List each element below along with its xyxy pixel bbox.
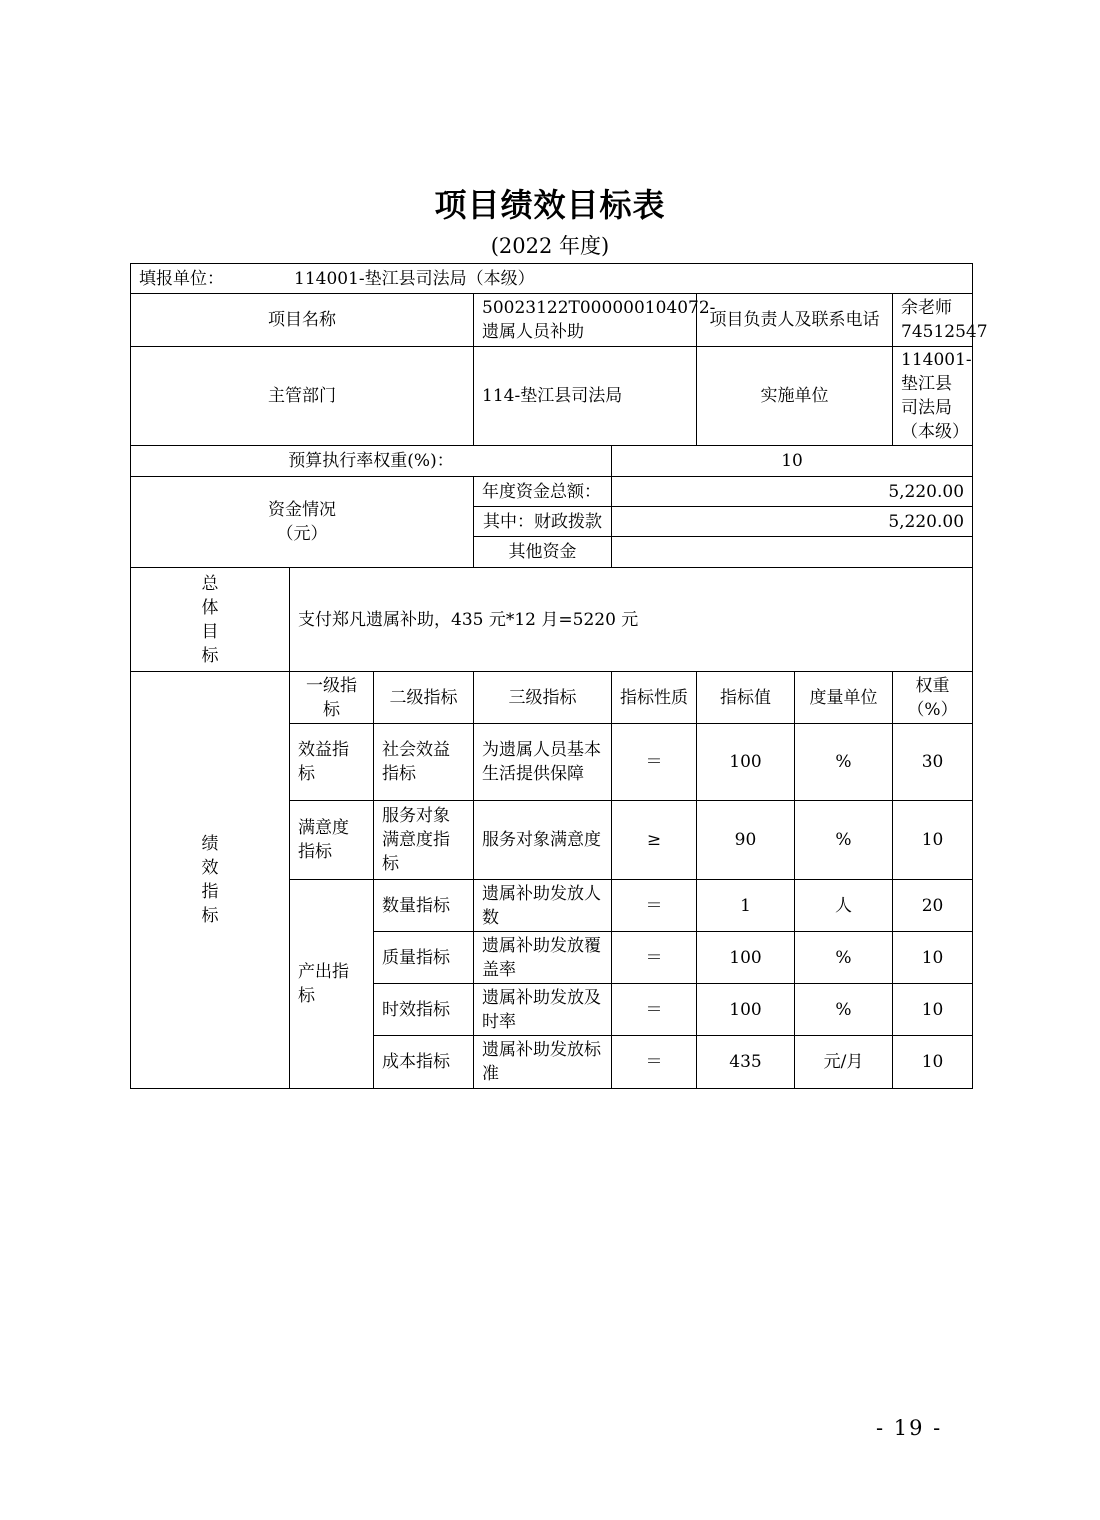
project-name-row [131, 294, 973, 347]
unit-cell: % [795, 984, 893, 1036]
unit-cell: % [795, 724, 893, 801]
annual-funds-value: 5,220.00 [612, 477, 973, 507]
contact-label: 项目负责人及联系电话 [697, 294, 893, 347]
weight-cell: 20 [893, 880, 973, 932]
weight-cell: 10 [893, 1036, 973, 1089]
header-nature: 指标性质 [612, 672, 697, 724]
implementing-unit-label: 实施单位 [697, 347, 893, 446]
nature-cell: ≥ [612, 801, 697, 880]
indicators-label [131, 672, 290, 1089]
annual-funds-label: 年度资金总额： [474, 477, 612, 507]
department-value: 114-垫江县司法局 [474, 347, 697, 446]
indicators-char: 指 [201, 882, 219, 902]
header-level2: 二级指标 [374, 672, 474, 724]
value-cell: 90 [697, 801, 795, 880]
unit-cell [131, 264, 973, 294]
nature-cell: ＝ [612, 1036, 697, 1089]
weight-cell: 10 [893, 801, 973, 880]
unit-cell: % [795, 932, 893, 984]
value-cell: 435 [697, 1036, 795, 1089]
level3-cell: 为遗属人员基本生活提供保障 [474, 724, 612, 801]
overall-goal-char: 标 [201, 645, 219, 666]
level3-cell: 遗属补助发放人数 [474, 880, 612, 932]
header-weight: 权重（%） [893, 672, 973, 724]
project-name-label: 项目名称 [131, 294, 474, 347]
level3-cell: 服务对象满意度 [474, 801, 612, 880]
document-year: (2022 年度) [490, 234, 610, 258]
header-value: 指标值 [697, 672, 795, 724]
performance-target-table [130, 263, 988, 1089]
department-label: 主管部门 [131, 347, 474, 446]
implementing-unit-value: 114001-垫江县司法局（本级） [893, 347, 973, 446]
weight-cell: 30 [893, 724, 973, 801]
level1-cell: 产出指标 [290, 880, 374, 1089]
level1-cell: 满意度指标 [290, 801, 374, 880]
funds-label [131, 477, 474, 568]
department-row [131, 347, 973, 446]
weight-cell: 10 [893, 932, 973, 984]
nature-cell: ＝ [612, 724, 697, 801]
level2-cell: 时效指标 [374, 984, 474, 1036]
unit-cell: 元/月 [795, 1036, 893, 1089]
level3-cell: 遗属补助发放覆盖率 [474, 932, 612, 984]
value-cell: 1 [697, 880, 795, 932]
funds-label-line1: 资金情况 [268, 500, 336, 520]
nature-cell: ＝ [612, 984, 697, 1036]
level2-cell: 数量指标 [374, 880, 474, 932]
weight-cell: 10 [893, 984, 973, 1036]
value-cell: 100 [697, 984, 795, 1036]
indicator-header-row [131, 672, 973, 724]
contact-value: 余老师 74512547 [893, 294, 973, 347]
level2-cell: 社会效益指标 [374, 724, 474, 801]
unit-label: 填报单位： [139, 268, 224, 289]
header-unit: 度量单位 [795, 672, 893, 724]
budget-weight-row [131, 446, 973, 477]
overall-goal-label [131, 568, 290, 672]
level3-cell: 遗属补助发放标准 [474, 1036, 612, 1089]
other-funds-value [612, 537, 973, 568]
funds-annual-row [131, 477, 973, 507]
document-title: 项目绩效目标表 [434, 186, 666, 224]
nature-cell: ＝ [612, 880, 697, 932]
level3-cell: 遗属补助发放及时率 [474, 984, 612, 1036]
level2-cell: 成本指标 [374, 1036, 474, 1089]
overall-goal-text: 支付郑凡遗属补助，435 元*12 月=5220 元 [290, 568, 973, 672]
header-level3: 三级指标 [474, 672, 612, 724]
unit-cell: 人 [795, 880, 893, 932]
level2-cell: 服务对象满意度指标 [374, 801, 474, 880]
page-number: - 19 - [876, 1416, 943, 1440]
unit-cell: % [795, 801, 893, 880]
indicators-char: 绩 [201, 834, 219, 854]
budget-weight-value: 10 [612, 446, 973, 477]
fiscal-funds-value: 5,220.00 [612, 507, 973, 537]
project-name-value: 50023122T000000104072-遗属人员补助 [474, 294, 697, 347]
indicators-char: 效 [201, 858, 219, 878]
nature-cell: ＝ [612, 932, 697, 984]
other-funds-label: 其他资金 [474, 537, 612, 568]
overall-goal-row [131, 568, 973, 672]
header-level1: 一级指标 [290, 672, 374, 724]
funds-label-line2: （元） [276, 524, 328, 544]
level2-cell: 质量指标 [374, 932, 474, 984]
overall-goal-char: 目 [201, 621, 219, 642]
unit-value: 114001-垫江县司法局（本级） [294, 268, 535, 289]
level1-cell: 效益指标 [290, 724, 374, 801]
value-cell: 100 [697, 932, 795, 984]
overall-goal-char: 体 [201, 597, 219, 618]
fiscal-funds-label: 其中：财政拨款 [474, 507, 612, 537]
unit-row [131, 264, 973, 294]
overall-goal-char: 总 [201, 573, 219, 594]
value-cell: 100 [697, 724, 795, 801]
budget-weight-label: 预算执行率权重(%)： [131, 446, 612, 477]
indicators-char: 标 [201, 906, 219, 926]
